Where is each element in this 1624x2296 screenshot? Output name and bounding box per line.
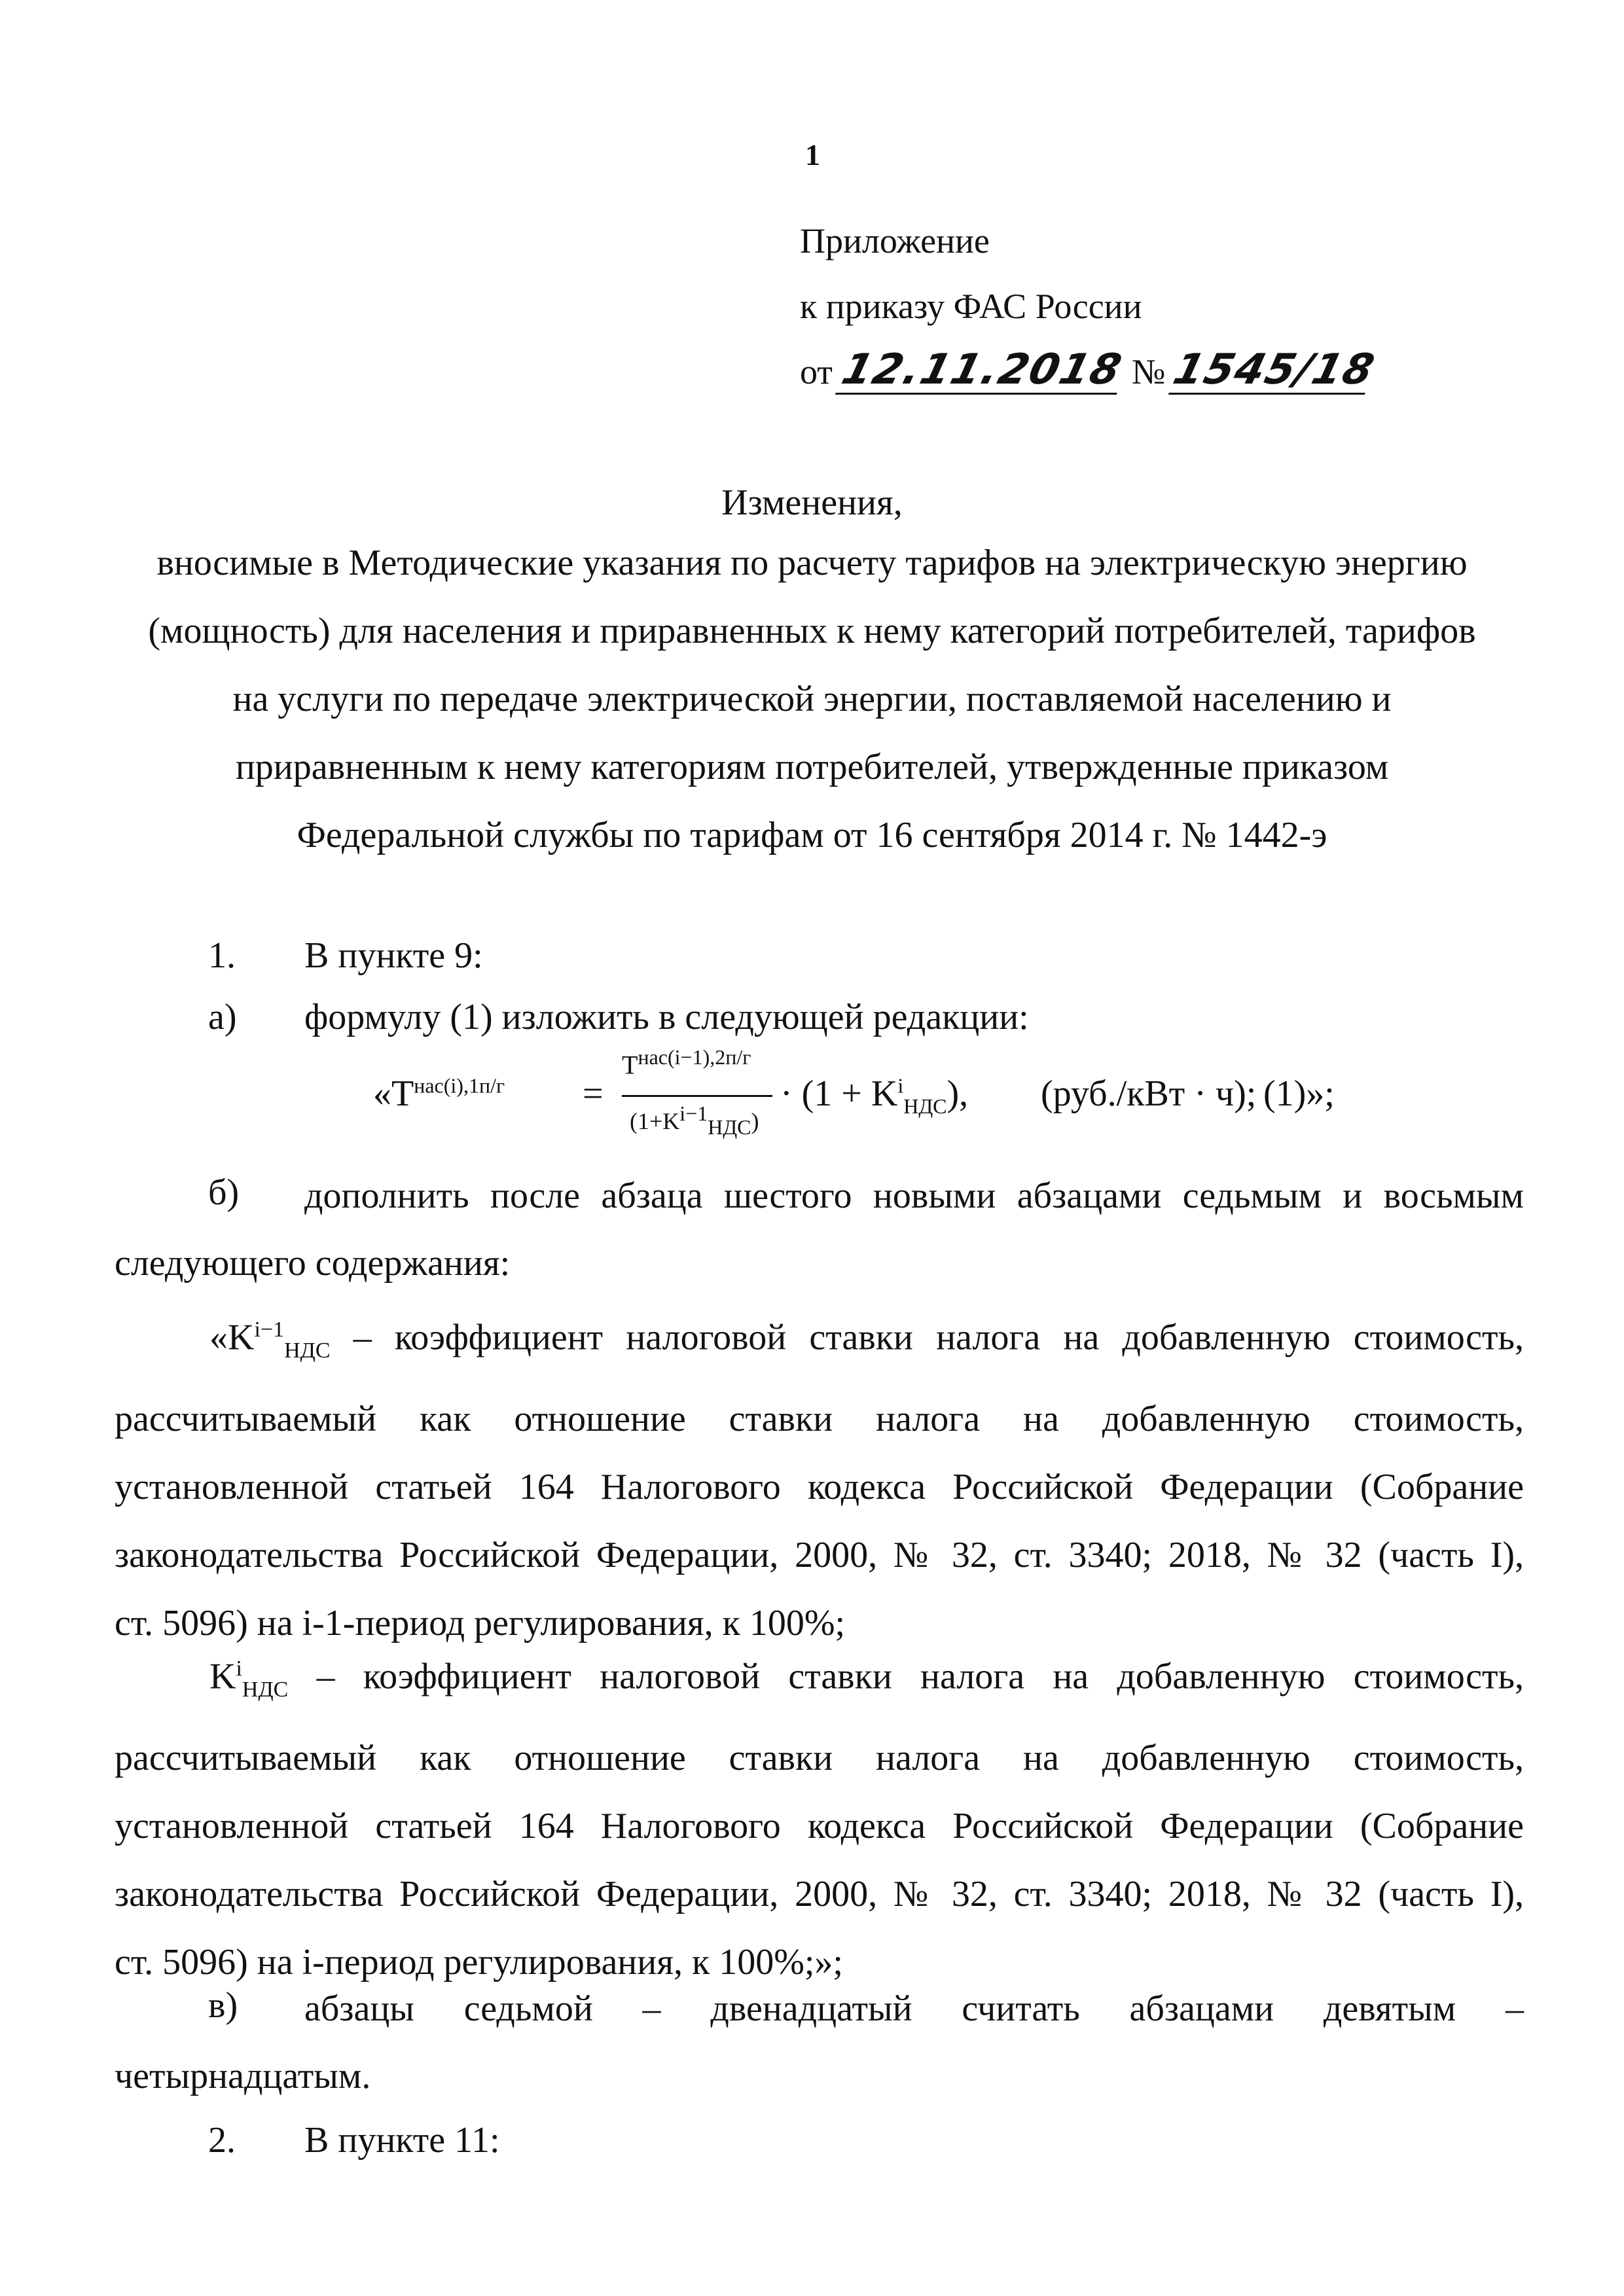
formula-multiplier: · $(1 + K^i_{НДС})$, [780, 1073, 969, 1119]
document-subtitle [105, 529, 1519, 869]
approval-block [800, 208, 1380, 404]
paragraph-k-current-first-line: $K^i_{НДС}$ – коэффициент налоговой ставки налога на добавленную стоимость, [209, 1656, 1524, 1702]
item-a-marker: а) [208, 997, 237, 1037]
item-a-text: формулу (1) изложить в следующей редакции: [304, 997, 1029, 1037]
approval-date-line [800, 339, 1380, 404]
paragraph-line: ст. 5096) на i-1-период регулирования, к 100%; [115, 1602, 846, 1643]
paragraph-k-prev-first-line: «$K^{i-1}_{НДС}$ – коэффициент налоговой ставки налога на добавленную стоимость, [209, 1317, 1524, 1363]
approval-order: к приказу ФАС России [800, 287, 1142, 326]
fraction-line [622, 1095, 772, 1097]
subtitle-line: (мощность) для населения и приравненных к нему категорий потребителей, тарифов [148, 611, 1476, 651]
item-v-line1: абзацы седьмой – двенадцатый считать абзацами девятым – [304, 1988, 1524, 2029]
subtitle-line: на услуги по передаче электрической энергии, поставляемой населению и [232, 679, 1392, 719]
from-label: от [800, 352, 833, 391]
paragraph-line: установленной статьей 164 Налогового кодекса Российской Федерации (Собрание [115, 1805, 1524, 1846]
item-v-line2: четырнадцатым. [115, 2056, 371, 2096]
subtitle-line: вносимые в Методические указания по расчету тарифов на электрическую энергию [156, 543, 1468, 583]
paragraph-line: законодательства Российской Федерации, 2000, № 32, ст. 3340; 2018, № 32 (часть I), [115, 1873, 1524, 1914]
paragraph-k-prev [115, 1296, 1524, 1657]
approval-title: Приложение [800, 221, 990, 260]
formula-label: (1)»; [1263, 1073, 1335, 1114]
item-v-marker: в) [208, 1985, 238, 2026]
document-title: Изменения, [721, 482, 903, 523]
number-label: № [1131, 352, 1166, 391]
handwritten-number: 1545/18 [1168, 346, 1380, 394]
handwritten-date: 12.11.2018 [835, 347, 1128, 395]
item-b-marker: б) [208, 1172, 240, 1213]
formula-units: (руб./кВт · ч); [1041, 1073, 1257, 1114]
page-number: 1 [805, 138, 820, 171]
paragraph-line: законодательства Российской Федерации, 2000, № 32, ст. 3340; 2018, № 32 (часть I), [115, 1534, 1524, 1575]
paragraph-line: ст. 5096) на i-период регулирования, к 100%;»; [115, 1941, 843, 1982]
paragraph-k-current [115, 1635, 1524, 1996]
item-2-number: 2. [208, 2120, 236, 2161]
paragraph-line: рассчитываемый как отношение ставки налога на добавленную стоимость, [115, 1737, 1524, 1778]
formula-denominator: $(1+K^{i-1}_{НДС})$ [630, 1102, 759, 1139]
item-2-text: В пункте 11: [304, 2120, 500, 2161]
subtitle-line: приравненным к нему категориям потребителей, утвержденные приказом [235, 747, 1389, 787]
formula-equals: = [583, 1073, 604, 1114]
item-1-text: В пункте 9: [304, 935, 483, 976]
paragraph-line: установленной статьей 164 Налогового кодекса Российской Федерации (Собрание [115, 1466, 1524, 1507]
item-1-number: 1. [208, 935, 236, 976]
formula-1 [373, 1044, 1355, 1142]
formula-numerator: $T^{нас(i-1),2п/г}$ [622, 1045, 751, 1080]
item-b-line2: следующего содержания: [115, 1243, 511, 1283]
subtitle-line: Федеральной службы по тарифам от 16 сентября 2014 г. № 1442-э [297, 815, 1327, 855]
paragraph-line: рассчитываемый как отношение ставки налога на добавленную стоимость, [115, 1398, 1524, 1439]
item-b-line1: дополнить после абзаца шестого новыми абзацами седьмым и восьмым [304, 1175, 1524, 1216]
formula-lhs: «$T^{нас(i),1п/г}$ [373, 1073, 505, 1114]
